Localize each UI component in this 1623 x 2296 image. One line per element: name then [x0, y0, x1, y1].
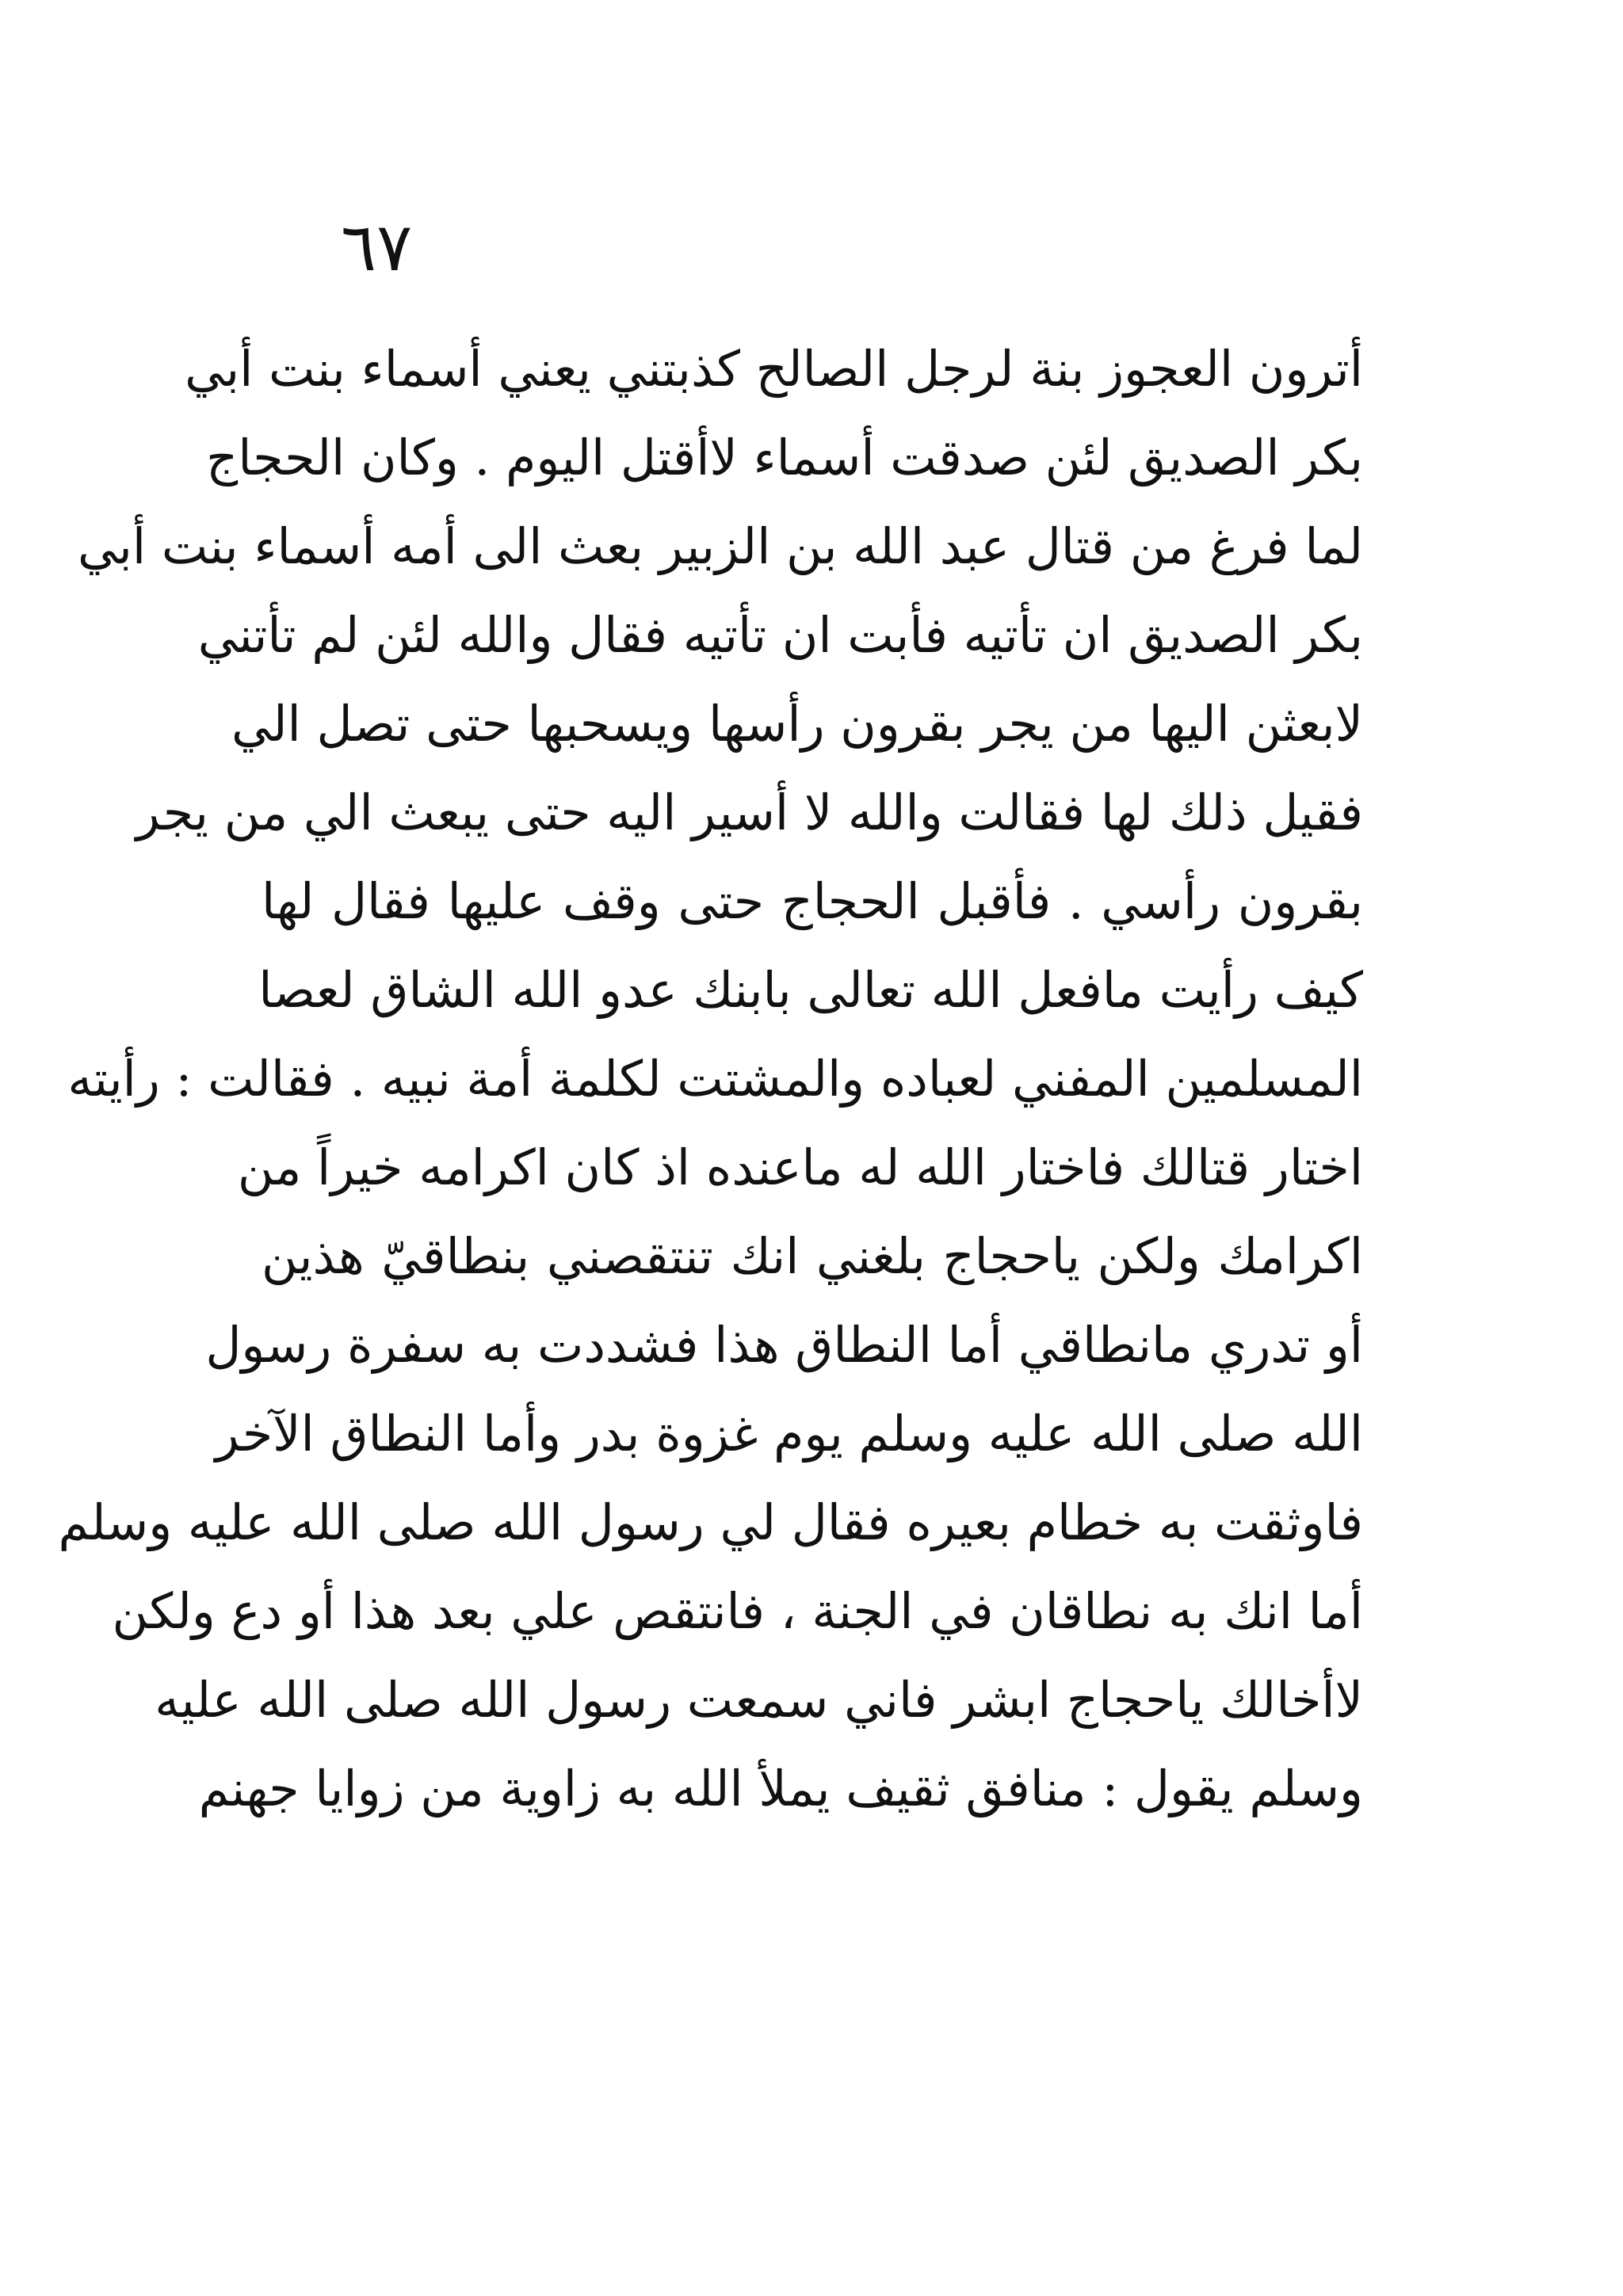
text-line: لما فرغ من قتال عبد الله بن الزبير بعث الى أمه أسماء بنت أبي [77, 517, 1363, 575]
text-line: بقرون رأسي . فأقبل الحجاج حتى وقف عليها فقال لها [262, 872, 1363, 930]
text-line: المسلمين المفني لعباده والمشتت لكلمة أمة نبيه . فقالت : رأيته [67, 1050, 1363, 1108]
body-text [58, 325, 1363, 1833]
text-line: بكر الصديق لئن صدقت أسماء لاأقتل اليوم . وكان الحجاج [206, 429, 1363, 486]
text-line: وسلم يقول : منافق ثقيف يملأ الله به زاوية من زوايا جهنم [198, 1760, 1363, 1817]
text-line: فاوثقت به خطام بعيره فقال لي رسول الله صلى الله عليه وسلم [58, 1493, 1363, 1551]
text-line: لابعثن اليها من يجر بقرون رأسها ويسحبها حتى تصل الي [231, 695, 1363, 753]
text-line: بكر الصديق ان تأتيه فأبت ان تأتيه فقال والله لئن لم تأتني [197, 606, 1363, 664]
text-line: أما انك به نطاقان في الجنة ، فانتقص علي بعد هذا أو دع ولكن [112, 1582, 1363, 1640]
text-line: كيف رأيت مافعل الله تعالى بابنك عدو الله الشاق لعصا [258, 961, 1363, 1019]
text-line: فقيل ذلك لها فقالت والله لا أسير اليه حتى يبعث الي من يجر [136, 784, 1363, 841]
text-line: أو تدري مانطاقي أما النطاق هذا فشددت به سفرة رسول [205, 1316, 1363, 1374]
text-line: الله صلى الله عليه وسلم يوم غزوة بدر وأما النطاق الآخر [215, 1405, 1363, 1463]
text-line: لاأخالك ياحجاج ابشر فاني سمعت رسول الله صلى الله عليه [155, 1671, 1363, 1729]
page-number: ٦٧ [341, 208, 413, 286]
text-line: اكرامك ولكن ياحجاج بلغني انك تنتقصني بنطاقيّ هذين [262, 1227, 1363, 1285]
text-line: أترون العجوز بنة لرجل الصالح كذبتني يعني أسماء بنت أبي [185, 340, 1363, 398]
text-line: اختار قتالك فاختار الله له ماعنده اذ كان اكرامه خيراً من [237, 1138, 1363, 1196]
